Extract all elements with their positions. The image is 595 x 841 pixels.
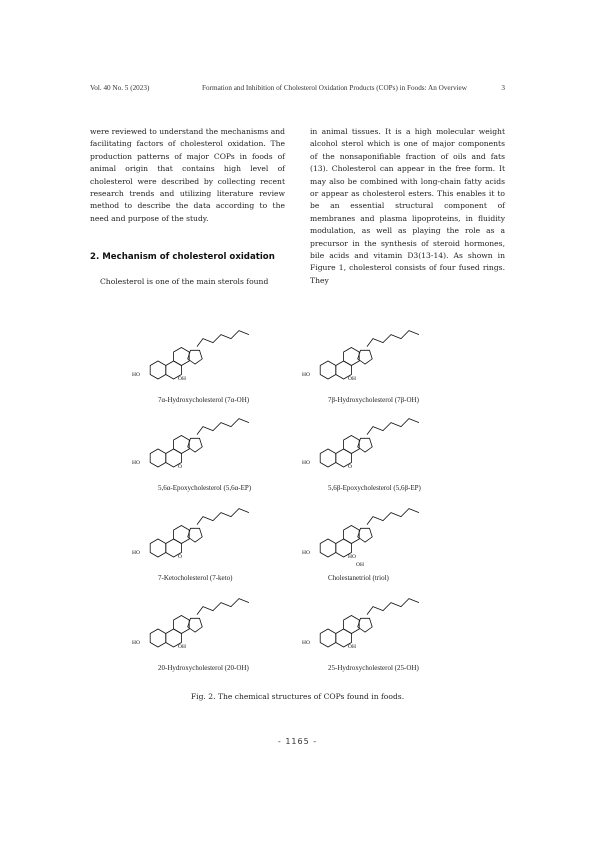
ring (344, 348, 360, 366)
ring (174, 436, 190, 454)
ring (188, 528, 203, 542)
molecule-structure (300, 408, 460, 478)
ring (188, 350, 203, 364)
ring (320, 361, 336, 379)
ring (174, 348, 190, 366)
left-paragraph-1: were reviewed to understand the mechanisms and facilitating factors of cholesterol oxidation. The production patterns of major COPs in foods of animal origin that contains high level of cholesterol were described by collecting recent research trends and utilizing literature review method to describe the data according to the need and purpose of the study. (90, 127, 285, 223)
ring (150, 539, 166, 557)
functional-group-label: HO (132, 550, 140, 556)
side-chain (367, 599, 419, 615)
running-title: Formation and Inhibition of Cholesterol Oxidation Products (COPs) in Foods: An Overview (202, 84, 467, 92)
side-chain (197, 509, 249, 525)
side-chain (367, 331, 419, 347)
ring (174, 526, 190, 544)
functional-group-label: O (348, 464, 352, 470)
functional-group-label: HO (302, 460, 310, 466)
functional-group-label: HO (348, 554, 356, 560)
functional-group-label: HO (132, 460, 140, 466)
ring (344, 436, 360, 454)
functional-group-label: HO (132, 372, 140, 378)
figure-caption: Fig. 2. The chemical structures of COPs found in foods. (190, 692, 405, 701)
ring (344, 526, 360, 544)
ring (188, 438, 203, 452)
ring (358, 350, 373, 364)
functional-group-label: OH (348, 376, 356, 382)
molecule-name: 5,6β-Epoxycholesterol (5,6β-EP) (328, 484, 421, 492)
molecule-name: 7β-Hydroxycholesterol (7β-OH) (328, 396, 419, 404)
functional-group-label: OH (178, 376, 186, 382)
ring (358, 618, 373, 632)
functional-group-label: HO (302, 550, 310, 556)
left-paragraph-2: Cholesterol is one of the main sterols found (100, 276, 269, 286)
molecule-structure (130, 498, 290, 568)
molecule-name: 20-Hydroxycholesterol (20-OH) (158, 664, 249, 672)
ring (150, 629, 166, 647)
ring (150, 449, 166, 467)
functional-group-label: OH (178, 644, 186, 650)
side-chain (367, 509, 419, 525)
side-chain (367, 419, 419, 435)
functional-group-label: OH (348, 644, 356, 650)
header-page-number: 3 (501, 84, 505, 92)
ring (174, 616, 190, 634)
molecule-name: 7α-Hydroxycholesterol (7α-OH) (158, 396, 250, 404)
ring (150, 361, 166, 379)
ring (358, 438, 373, 452)
functional-group-label: O (178, 464, 182, 470)
functional-group-label: OH (356, 562, 364, 568)
molecule-structure (300, 498, 460, 568)
ring (320, 629, 336, 647)
ring (320, 539, 336, 557)
functional-group-label: HO (302, 640, 310, 646)
molecule-structure (300, 588, 460, 658)
side-chain (197, 599, 249, 615)
molecule-structure (130, 408, 290, 478)
side-chain (197, 419, 249, 435)
ring (320, 449, 336, 467)
side-chain (197, 331, 249, 347)
left-column (90, 126, 285, 288)
molecule-structure (130, 588, 290, 658)
ring (358, 528, 373, 542)
functional-group-label: HO (302, 372, 310, 378)
page-footer-number: - 1165 - (277, 737, 318, 746)
right-paragraph-1: in animal tissues. It is a high molecular weight alcohol sterol which is one of major components of the nonsaponifiable fraction of oils and fats (13). Cholesterol can appear in the free form. It may also be combined with long-chain fatty acids or appear as cholesterol esters. This enables it to be an essential structural component of membranes and plasma lipoproteins, in fluidity modulation, as well as playing the role as a precursor in the synthesis of steroid hormones, bile acids and vitamin D3(13-14). As shown in Figure 1, cholesterol consists of four fused rings. They (310, 127, 505, 285)
molecule-name: 25-Hydroxycholesterol (25-OH) (328, 664, 419, 672)
ring (188, 618, 203, 632)
molecule-name: 7-Ketocholesterol (7-keto) (158, 574, 233, 582)
molecule-structure (130, 320, 290, 390)
molecule-name: Cholestanetriol (triol) (328, 574, 389, 582)
functional-group-label: HO (132, 640, 140, 646)
functional-group-label: O (178, 554, 182, 560)
section-heading: 2. Mechanism of cholesterol oxidation (90, 252, 275, 263)
right-column (310, 126, 505, 287)
figure-chemical-structures (130, 320, 470, 680)
ring (344, 616, 360, 634)
journal-volume: Vol. 40 No. 5 (2023) (90, 84, 150, 92)
molecule-structure (300, 320, 460, 390)
molecule-name: 5,6α-Epoxycholesterol (5,6α-EP) (158, 484, 252, 492)
